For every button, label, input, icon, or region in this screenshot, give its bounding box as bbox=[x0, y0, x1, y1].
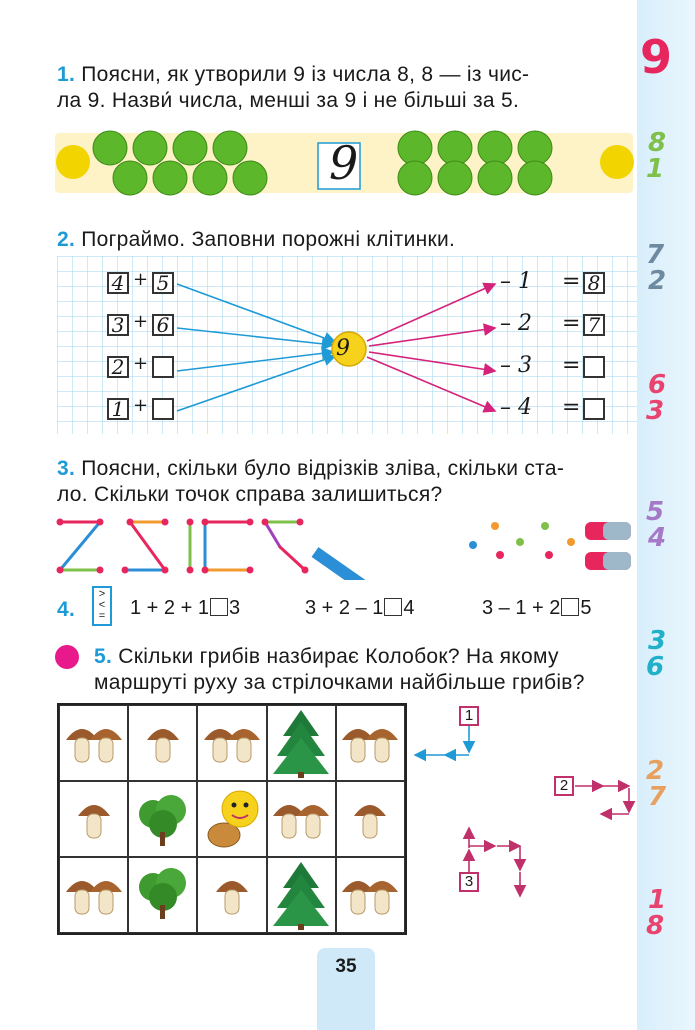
cell-mushroom-1 bbox=[59, 781, 128, 857]
sign-greater: > bbox=[98, 588, 106, 600]
cell-mushrooms-2 bbox=[336, 705, 405, 781]
plus-sign: + bbox=[133, 353, 149, 374]
plus-sign: + bbox=[133, 311, 149, 332]
sidebar-pair-top: 2 bbox=[646, 756, 665, 786]
sidebar-pair-top: 8 bbox=[648, 128, 667, 158]
addend-b-cell: 5 bbox=[152, 272, 174, 294]
cell-mushroom-1 bbox=[336, 781, 405, 857]
addend-b-cell: 6 bbox=[152, 314, 174, 336]
cell-mushrooms-2 bbox=[197, 705, 266, 781]
task5-line1: Скільки грибів назбирає Колобок? На якому bbox=[118, 645, 559, 668]
cell-mushroom-1 bbox=[128, 705, 197, 781]
difficulty-dot-icon bbox=[55, 645, 79, 669]
task5-mushroom-grid bbox=[57, 703, 407, 935]
addend-b-cell[interactable] bbox=[152, 398, 174, 420]
task4-expr-1 bbox=[130, 597, 240, 620]
task1-line2: ла 9. Назви́ числа, менші за 9 і не більші за 5. bbox=[57, 89, 520, 112]
task4-signs-box bbox=[92, 586, 112, 626]
expr-right: 3 bbox=[228, 597, 241, 619]
sidebar-pair-bottom: 2 bbox=[648, 266, 667, 296]
task4-number: 4. bbox=[57, 598, 76, 621]
addend-a-cell: 1 bbox=[107, 398, 129, 420]
sidebar-pair-bottom: 3 bbox=[646, 396, 665, 426]
cell-mushrooms-2 bbox=[59, 705, 128, 781]
expr-left: 3 + 2 – 1 bbox=[305, 597, 384, 619]
task5-line2: маршруті руху за стрілочками найбільше грибів? bbox=[94, 671, 585, 694]
task3-number: 3. bbox=[57, 457, 76, 480]
sidebar-main-number: 9 bbox=[640, 30, 673, 84]
cell-mushrooms-2 bbox=[267, 781, 336, 857]
task4-expr-2 bbox=[305, 597, 415, 620]
sidebar-pair-bottom: 8 bbox=[646, 911, 665, 941]
task1-text bbox=[57, 62, 637, 114]
equals-sign: = bbox=[562, 269, 581, 294]
compare-box[interactable] bbox=[384, 598, 402, 616]
compare-box[interactable] bbox=[210, 598, 228, 616]
result-cell: 8 bbox=[583, 272, 605, 294]
addend-a-cell: 2 bbox=[107, 356, 129, 378]
task4-expr-3 bbox=[482, 597, 592, 620]
equals-sign: = bbox=[562, 353, 581, 378]
cell-mushrooms-2 bbox=[336, 857, 405, 933]
task2-instruction: Пограймо. Заповни порожні клітинки. bbox=[81, 228, 456, 251]
route-3-label: 3 bbox=[459, 872, 479, 892]
task3-text bbox=[57, 456, 637, 508]
cell-fir-tree bbox=[267, 857, 336, 933]
result-cell[interactable] bbox=[583, 356, 605, 378]
subtrahend-label: – 1 bbox=[500, 269, 532, 294]
addend-b-cell[interactable] bbox=[152, 356, 174, 378]
addend-a-cell: 4 bbox=[107, 272, 129, 294]
cell-bush-mushroom bbox=[128, 857, 197, 933]
sidebar-pair-bottom: 7 bbox=[648, 782, 667, 812]
task4-label bbox=[57, 597, 75, 623]
expr-right: 4 bbox=[403, 597, 415, 619]
addend-a-cell: 3 bbox=[107, 314, 129, 336]
cell-mushroom-1 bbox=[197, 857, 266, 933]
task5-routes bbox=[405, 700, 640, 915]
task3-line1: Поясни, скільки було відрізків зліва, скільки ста- bbox=[81, 457, 565, 480]
plus-sign: + bbox=[133, 395, 149, 416]
task5-number: 5. bbox=[94, 645, 113, 668]
sidebar-pair-top: 1 bbox=[648, 885, 667, 915]
sidebar-pair-top: 7 bbox=[646, 240, 665, 270]
sidebar-pair-bottom: 4 bbox=[648, 523, 667, 553]
compare-box[interactable] bbox=[561, 598, 579, 616]
sidebar-pair-top: 6 bbox=[648, 370, 667, 400]
task1-digit: 9 bbox=[329, 136, 359, 190]
task2-number: 2. bbox=[57, 228, 76, 251]
expr-left: 3 – 1 + 2 bbox=[482, 597, 561, 619]
equals-sign: = bbox=[562, 311, 581, 336]
task1-line1: Поясни, як утворили 9 із числа 8, 8 — із чис- bbox=[81, 63, 530, 86]
page-number: 35 bbox=[317, 948, 375, 1030]
result-cell[interactable] bbox=[583, 398, 605, 420]
sidebar-pair-top: 3 bbox=[648, 626, 667, 656]
equals-sign: = bbox=[562, 395, 581, 420]
task2-text bbox=[57, 227, 455, 253]
sidebar-pair-bottom: 1 bbox=[646, 154, 665, 184]
task5-text bbox=[94, 644, 639, 696]
expr-right: 5 bbox=[580, 597, 592, 619]
subtrahend-label: – 2 bbox=[500, 311, 532, 336]
sidebar-pair-bottom: 6 bbox=[646, 652, 665, 682]
subtrahend-label: – 3 bbox=[500, 353, 532, 378]
cell-mushrooms-2 bbox=[59, 857, 128, 933]
sidebar-pair-top: 5 bbox=[646, 497, 665, 527]
task2-center-number: 9 bbox=[336, 336, 350, 361]
route-2-label: 2 bbox=[554, 776, 574, 796]
sign-equal: = bbox=[98, 610, 106, 622]
task3-line2: ло. Скільки точок справа залишиться? bbox=[57, 483, 443, 506]
subtrahend-label: – 4 bbox=[500, 395, 532, 420]
cell-bush bbox=[128, 781, 197, 857]
expr-left: 1 + 2 + 1 bbox=[130, 597, 209, 619]
route-1-label: 1 bbox=[459, 706, 479, 726]
result-cell: 7 bbox=[583, 314, 605, 336]
cell-kolobok bbox=[197, 781, 266, 857]
plus-sign: + bbox=[133, 269, 149, 290]
task3-segments-illustration bbox=[55, 512, 640, 580]
sign-less: < bbox=[98, 599, 106, 611]
task1-number: 1. bbox=[57, 63, 76, 86]
cell-fir-tree bbox=[267, 705, 336, 781]
